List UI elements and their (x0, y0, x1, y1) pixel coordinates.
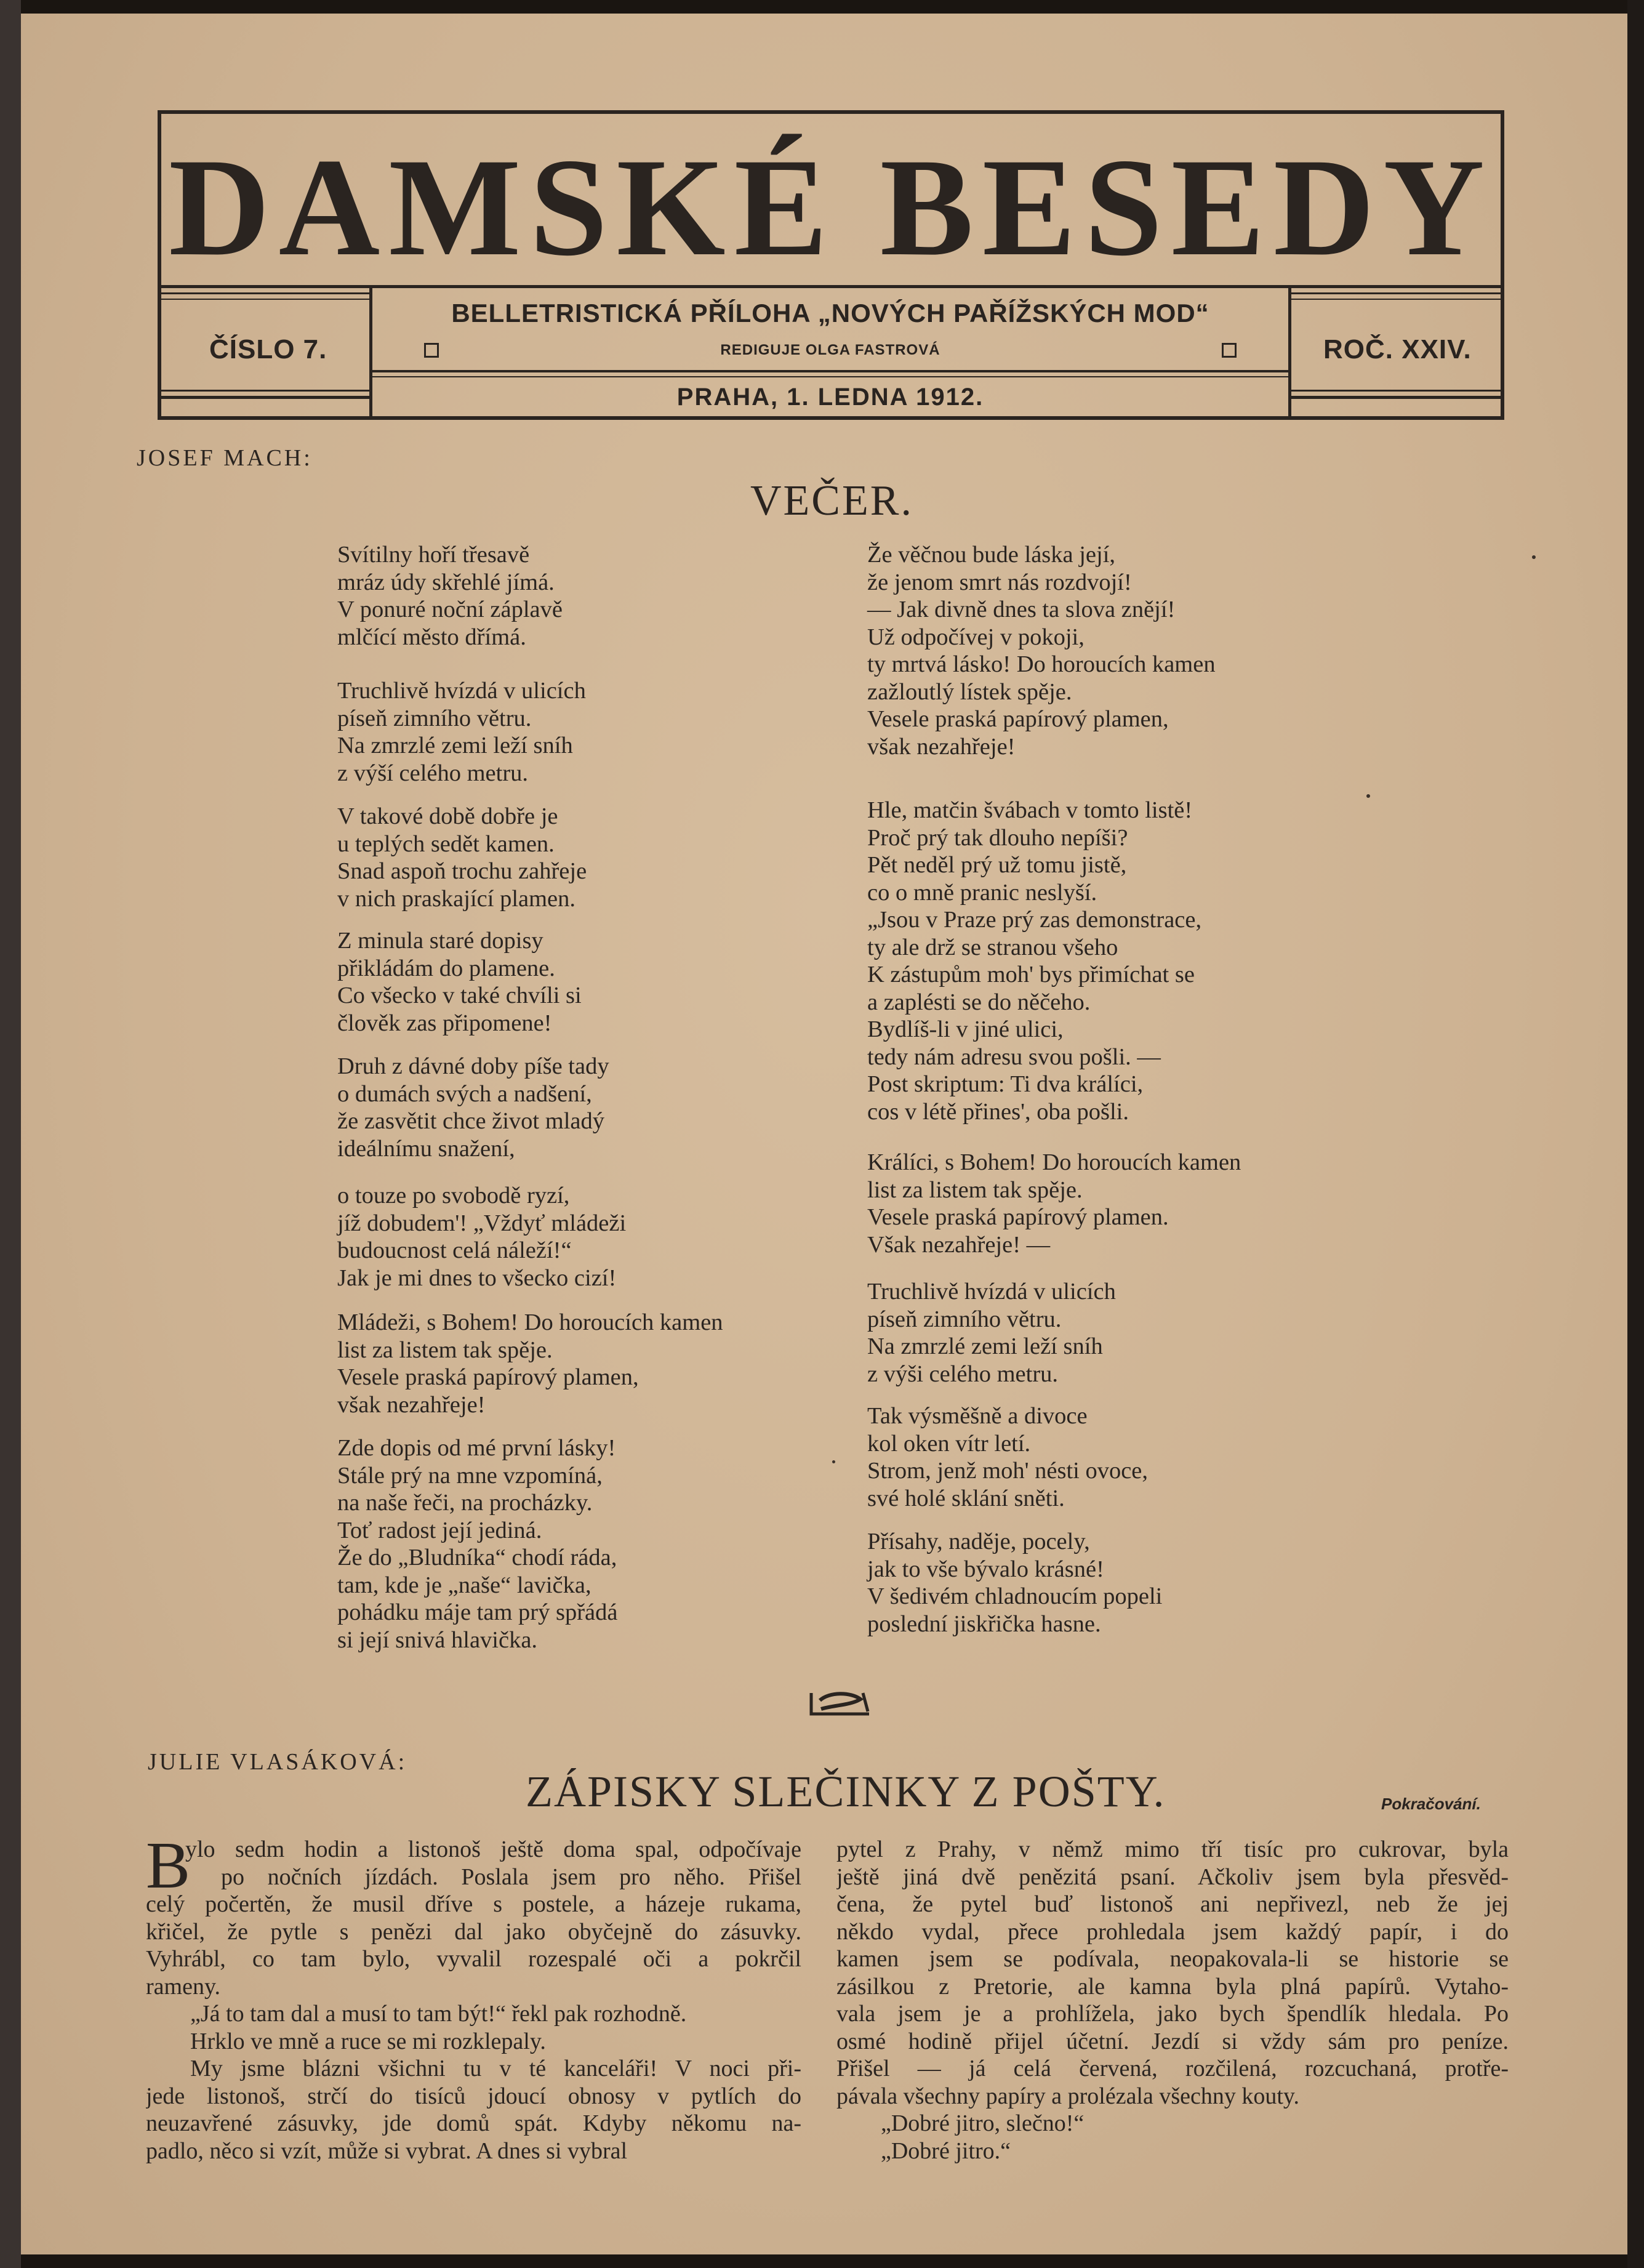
poem-title: VEČER. (750, 477, 913, 525)
poem-line: Přísahy, naděje, pocely, (867, 1529, 1090, 1554)
editor-line: REDIGUJE OLGA FASTROVÁ (720, 342, 940, 358)
poem-line: V šedivém chladnoucím popeli (867, 1583, 1163, 1609)
story-left-column (146, 1829, 801, 2165)
poem-line: Že do „Bludníka“ chodí ráda, (337, 1545, 617, 1570)
poem-line: ty mrtvá lásko! Do horoucích kamen (867, 651, 1216, 677)
poem-line: tedy nám adresu svou pošli. — (867, 1044, 1161, 1070)
poem-line: Že věčnou bude láska její, (867, 542, 1116, 568)
story-title: ZÁPISKY SLEČINKY Z POŠTY. (526, 1767, 1166, 1816)
poem-line: píseň zimního větru. (337, 705, 532, 731)
ornament-icon (808, 1687, 873, 1719)
poem-line: — Jak divně dnes ta slova znějí! (867, 597, 1176, 622)
poem-stanza (337, 1309, 723, 1418)
story-line: pávala všechny papíry a prolézala všechny kouty. (836, 2083, 1299, 2109)
poem-line: jíž dobudem'! „Vždyť mládeži (337, 1210, 627, 1236)
story-line: Přišel — já celá červená, rozčilená, rozcuchaná, protře- (836, 2056, 1509, 2081)
poem-line: Proč prý tak dlouho nepíši? (867, 824, 1128, 851)
story-line: padlo, něco si vzít, může si vybrat. A dnes si vybral (146, 2137, 628, 2164)
newspaper-page (21, 14, 1627, 2254)
poem-line: si její snivá hlavička. (337, 1627, 538, 1653)
poem-line: přikládám do plamene. (337, 955, 555, 981)
poem-line: však nezahřeje! (337, 1391, 486, 1418)
poem-line: Truchlivě hvízdá v ulicích (337, 678, 586, 704)
story-line: Vyhrábl, co tam bylo, vyvalil rozespalé oči a pokrčil (146, 1946, 801, 1972)
poem-line: „Jsou v Praze prý zas demonstrace, (867, 907, 1202, 933)
poem-line: ideálnímu snažení, (337, 1135, 515, 1162)
poem-stanza (867, 1528, 1162, 1638)
poem-stanza (867, 1278, 1116, 1388)
poem-stanza (867, 797, 1201, 1125)
speck (832, 1460, 835, 1463)
poem-stanza (867, 1149, 1241, 1258)
poem-line: pohádku máje tam prý spřádá (337, 1599, 618, 1625)
story-line: jede listonoš, strčí do tisíců jdoucí obnosy v pytlích do (146, 2083, 801, 2109)
square-ornament-right (1222, 343, 1237, 358)
poem-line: mráz údy skřehlé jímá. (337, 569, 555, 595)
poem-line: cos v létě přines', oba pošli. (867, 1098, 1129, 1125)
poem-line: píseň zimního větru. (867, 1306, 1062, 1332)
story-line: pytel z Prahy, v němž mimo tří tisíc pro cukrovar, byla (836, 1836, 1509, 1862)
poem-line: Z minula staré dopisy (337, 928, 543, 954)
story-line: osmé hodině přijel účetní. Jezdí si vždy sám pro peníze. (836, 2028, 1509, 2054)
poem-line: Jak je mi dnes to všecko cizí! (337, 1265, 617, 1291)
poem-line: Bydlíš-li v jiné ulici, (867, 1016, 1064, 1042)
story-line: My jsme blázni všichni tu v té kanceláři! V noci při- (190, 2056, 801, 2081)
poem-author: JOSEF MACH: (137, 445, 313, 471)
poem-line: Druh z dávné doby píše tady (337, 1053, 609, 1079)
story-line: kamen jsem se podívala, neopakovala-li se historie se (836, 1946, 1509, 1972)
poem-line: Na zmrzlé zemi leží sníh (337, 733, 573, 758)
poem-line: o touze po svobodě ryzí, (337, 1183, 570, 1208)
poem-line: Pět neděl prý už tomu jistě, (867, 852, 1127, 878)
poem-line: K zástupům moh' bys přimíchat se (867, 962, 1195, 987)
poem-line: ty ale drž se stranou všeho (867, 934, 1118, 960)
poem-line: mlčící město dřímá. (337, 624, 526, 650)
story-line: někdo vydal, přece prohledala jsem každý papír, i do (836, 1918, 1509, 1945)
scan-right-edge (1627, 0, 1644, 2268)
story-line: neuzavřené zásuvky, jde domů spát. Kdyby někomu na- (146, 2110, 801, 2136)
poem-stanza (337, 541, 563, 651)
masthead (158, 110, 1504, 420)
continuation-note: Pokračování. (1381, 1795, 1481, 1813)
poem-line: na naše řeči, na procházky. (337, 1490, 593, 1516)
poem-line: list za listem tak spěje. (337, 1337, 553, 1363)
story-line: ylo sedm hodin a listonoš ještě doma spal, odpočívaje (185, 1836, 801, 1862)
supplement-subtitle: BELLETRISTICKÁ PŘÍLOHA „NOVÝCH PAŘÍŽSKÝCH MOD“ (451, 299, 1209, 328)
poem-line: že jenom smrt nás rozdvojí! (867, 569, 1132, 595)
poem-line: o dumách svých a nadšení, (337, 1080, 592, 1107)
poem-line: Svítilny hoří třesavě (337, 542, 530, 568)
poem-line: V takové době dobře je (337, 803, 558, 829)
poem-stanza (337, 927, 582, 1037)
story-line: zásilkou z Pretorie, ale kamna byla plná papírů. Vytaho- (836, 1973, 1509, 2000)
story-line: čena, že pytel buď listonoš ani nepřivezl, neb že jej (836, 1891, 1509, 1917)
story-line: „Já to tam dal a musí to tam být!“ řekl pak rozhodně. (190, 2001, 687, 2027)
story-line: po nočních jízdách. Poslala jsem pro něho. Přišel (221, 1864, 801, 1890)
speck (1366, 794, 1370, 798)
poem-line: Králíci, s Bohem! Do horoucích kamen (867, 1149, 1241, 1175)
poem-line: list za listem tak spěje. (867, 1176, 1083, 1203)
poem-stanza (337, 1182, 626, 1292)
poem-line: že zasvětit chce život mladý (337, 1108, 604, 1134)
poem-line: kol oken vítr letí. (867, 1430, 1031, 1457)
story-line: „Dobré jitro.“ (881, 2137, 1011, 2164)
poem-line: Post skriptum: Ti dva králíci, (867, 1071, 1144, 1097)
story-line: celý počertěn, že musil dříve s postele, a házeje rukama, (146, 1891, 801, 1917)
poem-line: jak to vše bývalo krásné! (867, 1556, 1104, 1582)
poem-stanza (337, 1434, 617, 1654)
poem-line: člověk zas připomene! (337, 1010, 552, 1036)
poem-line: Vesele praská papírový plamen, (337, 1364, 639, 1390)
poem-line: a zaplésti se do něčeho. (867, 989, 1091, 1015)
poem-line: Vesele praská papírový plamen, (867, 706, 1169, 732)
poem-line: Hle, matčin švábach v tomto listě! (867, 797, 1193, 823)
poem-line: Však nezahřeje! — (867, 1231, 1051, 1258)
issue-number: ČÍSLO 7. (209, 334, 327, 364)
poem-stanza (867, 1402, 1148, 1512)
poem-line: u teplých sedět kamen. (337, 830, 555, 857)
story-line: rameny. (146, 1973, 220, 2000)
poem-line: z výší celého metru. (337, 760, 529, 786)
poem-line: Toť radost její jediná. (337, 1517, 542, 1543)
story-line: vala jsem je a prohlížela, jako bych špendlík hledala. Po (836, 2001, 1509, 2027)
poem-line: Snad aspoň trochu zahřeje (337, 858, 587, 884)
poem-line: Co všecko v také chvíli si (337, 983, 582, 1008)
story-line: ještě jiná dvě penězitá psaní. Ačkoliv jsem byla přesvěd- (836, 1864, 1509, 1890)
poem-line: Vesele praská papírový plamen. (867, 1204, 1169, 1230)
story-line: křičel, že pytle s penězi dal jako obyčejně do zásuvky. (146, 1918, 801, 1945)
story-line: „Dobré jitro, slečno!“ (881, 2110, 1085, 2136)
story-line: Hrklo ve mně a ruce se mi rozklepaly. (190, 2028, 546, 2054)
poem-line: Stále prý na mne vzpomíná, (337, 1462, 603, 1489)
poem-line: poslední jiskřička hasne. (867, 1611, 1101, 1637)
poem-line: Na zmrzlé zemi leží sníh (867, 1333, 1103, 1359)
poem-stanza (867, 541, 1216, 760)
masthead-info-box (369, 285, 1291, 420)
volume-number: ROČ. XXIV. (1323, 334, 1472, 364)
issue-date: PRAHA, 1. LEDNA 1912. (676, 384, 984, 411)
poem-line: Už odpočívej v pokoji, (867, 624, 1085, 650)
masthead-title: DAMSKÉ BESEDY (168, 130, 1494, 285)
poem-line: z výši celého metru. (867, 1361, 1059, 1387)
speck (1532, 555, 1536, 559)
poem-line: Mládeži, s Bohem! Do horoucích kamen (337, 1309, 723, 1335)
poem-line: zažloutlý lístek spěje. (867, 678, 1072, 705)
poem-line: své holé sklání sněti. (867, 1485, 1065, 1511)
poem-stanza (337, 803, 587, 912)
poem-stanza (337, 677, 586, 787)
poem-line: Zde dopis od mé první lásky! (337, 1435, 616, 1461)
poem-line: budoucnost celá náleží!“ (337, 1237, 572, 1263)
poem-line: Truchlivě hvízdá v ulicích (867, 1279, 1116, 1305)
poem-line: Strom, jenž moh' nésti ovoce, (867, 1458, 1149, 1484)
story-right-column (836, 1836, 1509, 2165)
scan-left-edge (0, 0, 21, 2268)
poem-line: tam, kde je „naše“ lavička, (337, 1572, 591, 1598)
poem-line: však nezahřeje! (867, 733, 1016, 760)
drop-cap: B (146, 1829, 191, 1902)
story-author: JULIE VLASÁKOVÁ: (148, 1749, 407, 1775)
poem-line: Tak výsměšně a divoce (867, 1403, 1088, 1429)
poem-line: V ponuré noční záplavě (337, 597, 563, 622)
poem-line: co o mně pranic neslyší. (867, 879, 1097, 906)
poem-line: v nich praskající plamen. (337, 885, 576, 912)
poem-stanza (337, 1053, 609, 1162)
